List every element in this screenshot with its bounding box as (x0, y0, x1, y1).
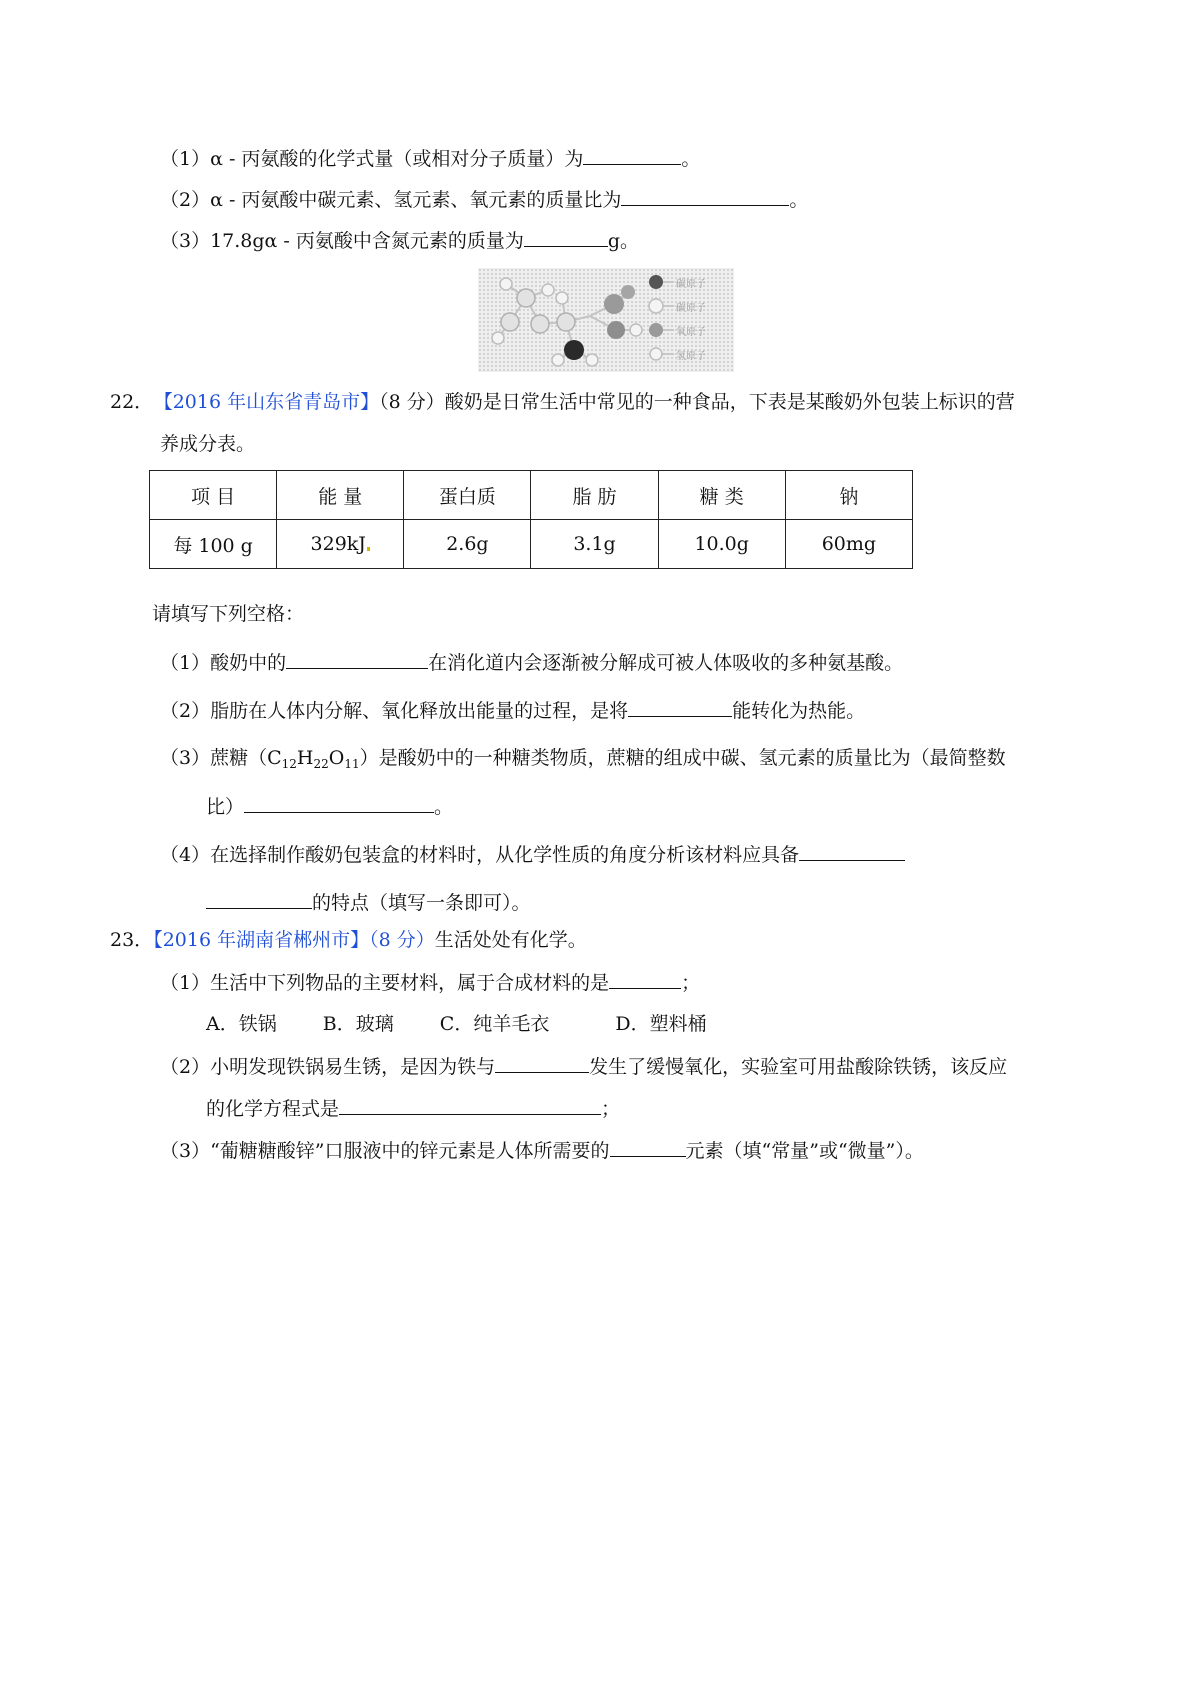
q22-part3-blank[interactable] (244, 792, 434, 813)
q22-part2-suffix: 能转化为热能。 (732, 700, 866, 722)
q22-part3-sub3: 11 (344, 757, 360, 771)
q22-part4 (160, 840, 905, 869)
nutrition-table (149, 470, 913, 569)
q22-part4-blank-2[interactable] (206, 888, 312, 909)
q23-option-a[interactable]: A．铁锅 (206, 1013, 277, 1035)
table-cell: 10.0g (658, 520, 785, 569)
q23-part3-blank[interactable] (610, 1136, 686, 1157)
q22-intro: （8 分）酸奶是日常生活中常见的一种食品，下表是某酸奶外包装上标识的营 (379, 391, 1015, 413)
legend-label-3: 氧原子 (676, 327, 706, 338)
table-header-cell: 项 目 (150, 471, 277, 520)
q22-part1-blank[interactable] (286, 648, 428, 669)
q22-part4-line2 (206, 888, 531, 917)
table-cell-energy (277, 520, 404, 569)
table-cell: 每 100 g (150, 520, 277, 569)
q22-part3-line2-text: 比） (206, 796, 245, 818)
q23-part1 (160, 968, 700, 997)
table-cell-energy-value: 329kJ (310, 533, 366, 555)
q22-part3-line2 (206, 792, 453, 821)
q23-part2-line2-text: 的化学方程式是 (206, 1098, 340, 1120)
q22-number: 22． (110, 391, 154, 413)
q23-option-b[interactable]: B．玻璃 (322, 1013, 394, 1035)
q22-part1-suffix: 在消化道内会逐渐被分解成可被人体吸收的多种氨基酸。 (428, 652, 904, 674)
q23-part2-line2-suffix: ； (601, 1098, 621, 1120)
q21-part2-blank[interactable] (621, 185, 789, 206)
q21-part1-suffix: 。 (681, 148, 701, 170)
table-cell: 3.1g (531, 520, 658, 569)
q22-part3-a: （3）蔗糖（C (160, 747, 282, 769)
q23-option-c[interactable]: C．纯羊毛衣 (439, 1013, 550, 1035)
table-header-cell: 糖 类 (658, 471, 785, 520)
q23-title: 生活处处有化学。 (434, 929, 587, 951)
q23-part2-line2 (206, 1094, 620, 1123)
q23-part1-text: （1）生活中下列物品的主要材料，属于合成材料的是 (160, 972, 610, 994)
q21-part3-blank[interactable] (524, 226, 608, 247)
highlight-mark (367, 547, 370, 551)
q21-part2-text: （2）α - 丙氨酸中碳元素、氢元素、氧元素的质量比为 (160, 189, 622, 211)
q22-part1-text: （1）酸奶中的 (160, 652, 287, 674)
q23-header (110, 926, 587, 954)
table-header-row (150, 471, 913, 520)
q23-number: 23． (110, 929, 154, 951)
q23-part2-blank[interactable] (495, 1052, 589, 1073)
q23-part2-suffix: 发生了缓慢氧化，实验室可用盐酸除铁锈，该反应 (589, 1056, 1008, 1078)
q21-part1-blank[interactable] (583, 144, 681, 165)
table-row (150, 520, 913, 569)
legend-label-2: 碳原子 (676, 303, 706, 314)
q22-part3-d: ）是酸奶中的一种糖类物质，蔗糖的组成中碳、氢元素的质量比为（最简整数 (359, 747, 1006, 769)
table-header-cell: 脂 肪 (531, 471, 658, 520)
q22-part3-sub2: 22 (313, 757, 329, 771)
legend-label-1: 碳原子 (676, 279, 706, 290)
table-header-cell: 钠 (785, 471, 912, 520)
q23-source: 【2016 年湖南省郴州市】（8 分） (153, 929, 435, 951)
q21-part2-suffix: 。 (789, 189, 809, 211)
q21-part3 (160, 226, 639, 255)
q22-part2-blank[interactable] (628, 696, 732, 717)
q22-part3 (160, 744, 1006, 778)
q22-part1 (160, 648, 903, 677)
q22-part3-sub1: 12 (281, 757, 297, 771)
q22-part2 (160, 696, 865, 725)
q21-part1 (160, 144, 700, 173)
q23-options (206, 1010, 707, 1038)
q22-intro-line2: 养成分表。 (160, 433, 256, 455)
q23-part3-text: （3）“葡糖糖酸锌”口服液中的锌元素是人体所需要的 (160, 1140, 610, 1162)
q21-part3-suffix: g。 (607, 230, 640, 252)
legend-label-4: 氢原子 (676, 351, 706, 362)
q23-part2 (160, 1052, 1007, 1081)
q22-part3-b: H (296, 747, 314, 769)
q22-part4-line2-text: 的特点（填写一条即可）。 (312, 892, 531, 914)
q23-part1-suffix: ； (681, 972, 701, 994)
alanine-molecule-figure (478, 268, 734, 372)
q23-option-d[interactable]: D．塑料桶 (615, 1013, 707, 1035)
q23-part3-suffix: 元素（填“常量”或“微量”）。 (685, 1140, 924, 1162)
q22-part2-text: （2）脂肪在人体内分解、氧化释放出能量的过程，是将 (160, 700, 629, 722)
q23-part2-text: （2）小明发现铁锅易生锈，是因为铁与 (160, 1056, 496, 1078)
q22-header (110, 388, 1015, 416)
q21-part2 (160, 185, 808, 214)
q22-part4-blank[interactable] (799, 840, 905, 861)
q23-part2-blank-2[interactable] (339, 1094, 601, 1115)
q22-part4-text: （4）在选择制作酸奶包装盒的材料时，从化学性质的角度分析该材料应具备 (160, 844, 800, 866)
q22-part3-c: O (328, 747, 345, 769)
q23-part1-blank[interactable] (609, 968, 681, 989)
q22-source: 【2016 年山东省青岛市】 (163, 391, 380, 413)
q21-part1-text: （1）α - 丙氨酸的化学式量（或相对分子质量）为 (160, 148, 584, 170)
q21-part3-text: （3）17.8gα - 丙氨酸中含氮元素的质量为 (160, 230, 524, 252)
table-header-cell: 蛋白质 (404, 471, 531, 520)
q22-part3-line2-suffix: 。 (434, 796, 454, 818)
q23-part3 (160, 1136, 924, 1165)
table-header-cell: 能 量 (277, 471, 404, 520)
table-cell: 2.6g (404, 520, 531, 569)
table-cell: 60mg (785, 520, 912, 569)
q22-instruction: 请填写下列空格： (152, 603, 305, 625)
